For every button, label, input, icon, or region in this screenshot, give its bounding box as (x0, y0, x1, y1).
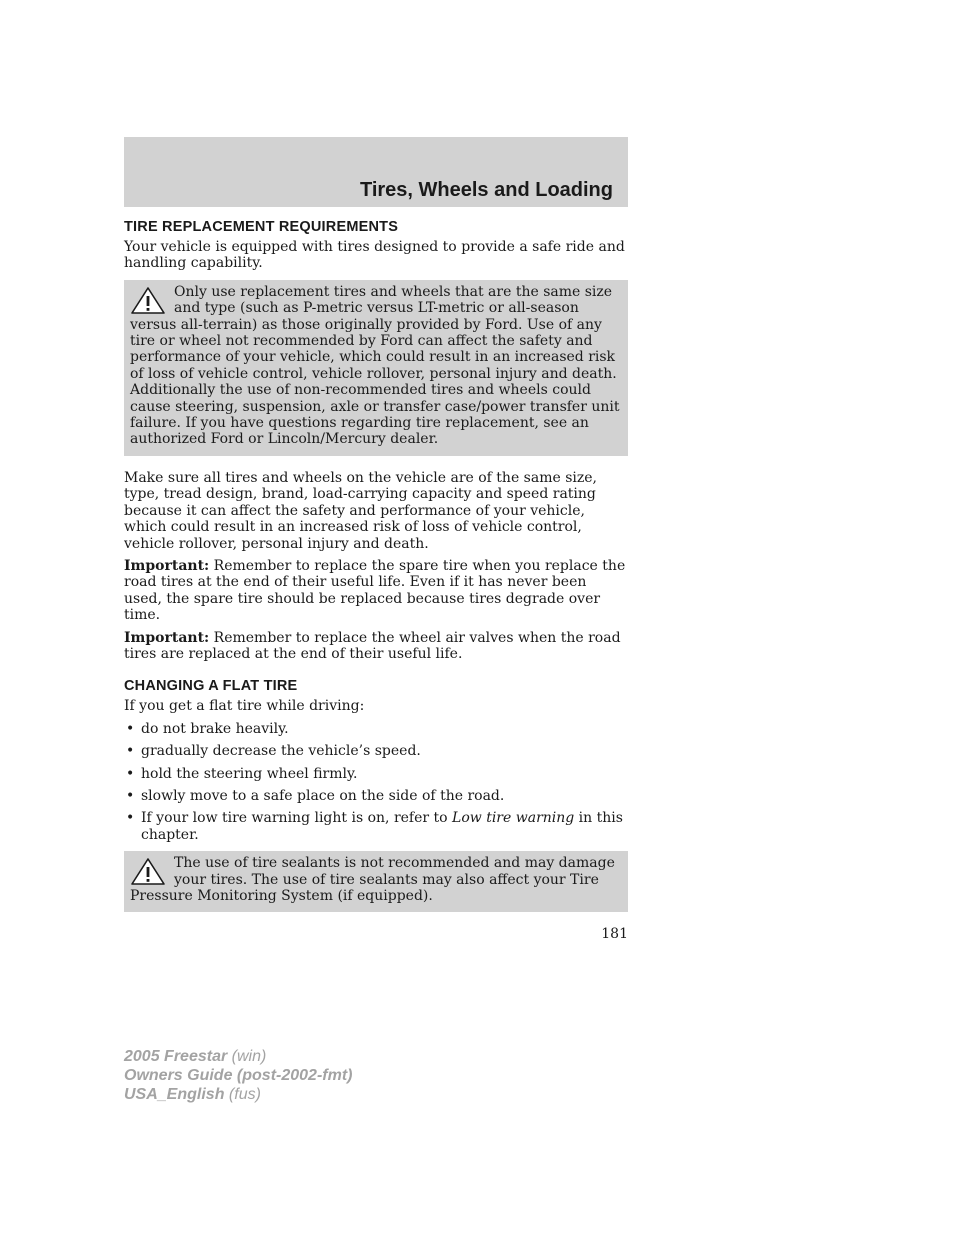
section-header-band (124, 137, 628, 207)
footer-language-code: (fus) (224, 1086, 261, 1103)
list-item-text: slowly move to a safe place on the side of the road. (141, 787, 505, 804)
list-item (124, 721, 628, 737)
warning-triangle-icon (130, 857, 166, 887)
list-item (124, 766, 628, 782)
footer-model-code: (win) (227, 1048, 267, 1065)
list-item-text: gradually decrease the vehicle’s speed. (141, 743, 421, 760)
list-item-text: hold the steering wheel firmly. (141, 765, 358, 782)
list-item (124, 810, 628, 843)
important-label: Important: (124, 629, 210, 646)
important-note-spare (124, 558, 628, 624)
important-note-valves (124, 630, 628, 663)
paragraph-same-size: Make sure all tires and wheels on the vehicle are of the same size, type, tread design, brand, load-carrying capacity and speed rating because it can affect the safety and performance of your vehicle, which could result in an increased risk of loss of vehicle control, vehicle rollover, personal injury and death. (124, 469, 597, 552)
list-item-text: If your low tire warning light is on, refer to (141, 810, 453, 827)
warning-box-replacement (124, 280, 628, 456)
heading-changing-flat: CHANGING A FLAT TIRE (124, 678, 298, 695)
page-number: 181 (601, 926, 628, 942)
list-item-text: do not brake heavily. (141, 720, 289, 737)
page-content (124, 219, 628, 926)
important-text-spare: Remember to replace the spare tire when you replace the road tires at the end of their useful life. Even if it has never been used, the spare tire should be replaced because tires degrade over time. (124, 557, 626, 624)
flat-tire-steps (124, 721, 628, 843)
warning-text-sealants: The use of tire sealants is not recommended and may damage your tires. The use of tire sealants may also affect your Tire Pressure Monitoring System (if equipped). (130, 855, 615, 904)
bullet-icon: • (126, 743, 135, 760)
section-title: Tires, Wheels and Loading (359, 179, 613, 201)
document-footer (124, 1047, 352, 1104)
bullet-icon: • (126, 765, 135, 782)
warning-triangle-icon (130, 286, 166, 316)
flat-tire-intro: If you get a flat tire while driving: (124, 698, 365, 715)
important-label: Important: (124, 557, 210, 574)
footer-guide: Owners Guide (post-2002-fmt) (124, 1067, 353, 1084)
footer-line-2 (124, 1066, 352, 1085)
important-text-valves: Remember to replace the wheel air valves when the road tires are replaced at the end of their useful life. (124, 629, 621, 662)
list-item (124, 788, 628, 804)
footer-line-3 (124, 1085, 352, 1104)
list-item-text: in this chapter. (141, 810, 623, 843)
intro-paragraph: Your vehicle is equipped with tires designed to provide a safe ride and handling capability. (124, 239, 625, 272)
footer-language: USA_English (124, 1086, 225, 1103)
bullet-icon: • (126, 810, 135, 827)
footer-line-1 (124, 1047, 352, 1066)
warning-text-replacement: Only use replacement tires and wheels that are the same size and type (such as P-metric versus LT-metric or all-season versus all-terrain) as those originally provided by Ford. Use of any tire or wheel not recommended by Ford can affect the safety and performance of your vehicle, which could result in an increased risk of loss of vehicle control, vehicle rollover, personal injury and death. Additionally the use of non-recommended tires and wheels could cause steering, suspension, axle or transfer case/power transfer unit failure. If you have questions regarding tire replacement, see an authorized Ford or Lincoln/Mercury dealer. (130, 283, 620, 448)
warning-box-sealants (124, 851, 628, 912)
bullet-icon: • (126, 720, 135, 737)
list-item (124, 743, 628, 759)
bullet-icon: • (126, 787, 135, 804)
footer-model: 2005 Freestar (124, 1048, 228, 1065)
cross-reference-low-tire-warning: Low tire warning (452, 810, 575, 827)
heading-tire-replacement: TIRE REPLACEMENT REQUIREMENTS (124, 219, 399, 235)
